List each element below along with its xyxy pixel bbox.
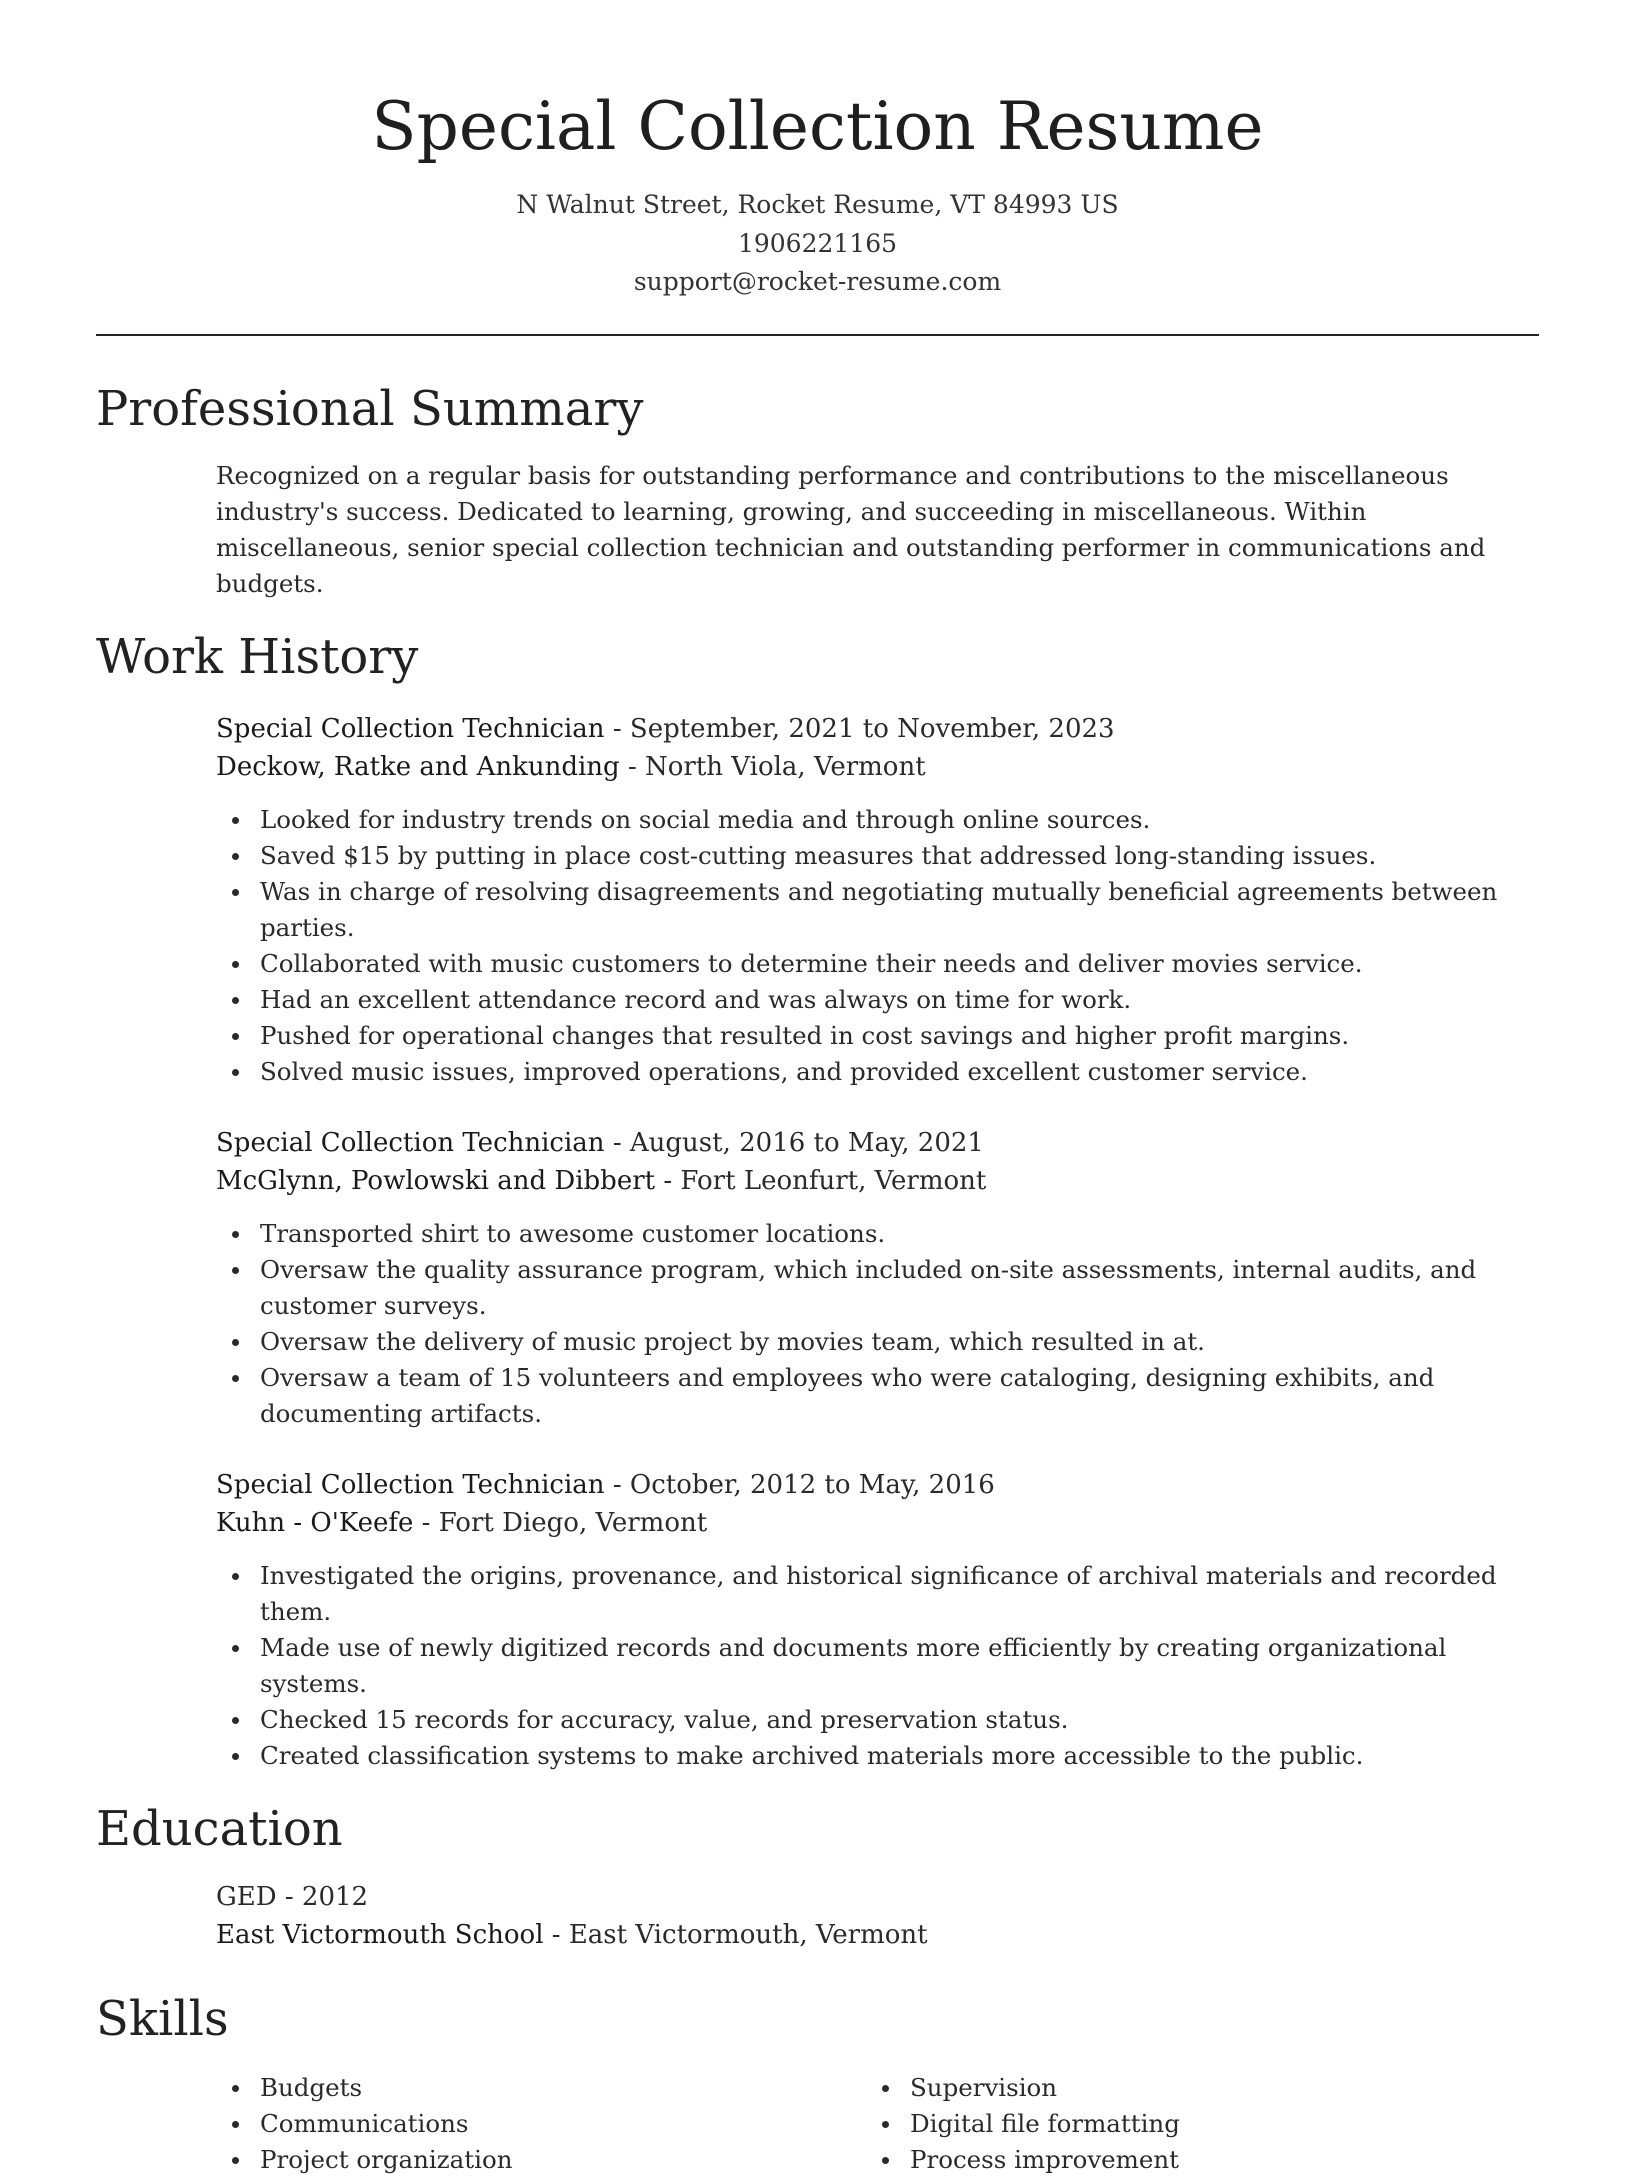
job-title-line bbox=[216, 710, 1539, 748]
list-item: Had an excellent attendance record and was always on time for work. bbox=[216, 982, 1539, 1018]
skills-column-left bbox=[216, 2070, 866, 2178]
job-dates: - September, 2021 to November, 2023 bbox=[604, 713, 1115, 744]
job-location: - Fort Diego, Vermont bbox=[413, 1507, 708, 1538]
resume-title: Special Collection Resume bbox=[371, 88, 1264, 165]
work-history-heading: Work History bbox=[96, 628, 419, 685]
list-item: Process improvement bbox=[866, 2142, 1516, 2178]
list-item: Budgets bbox=[216, 2070, 866, 2106]
list-item: Oversaw a team of 15 volunteers and employees who were cataloging, designing exhibits, and documenting artifacts. bbox=[216, 1360, 1539, 1432]
header-divider bbox=[96, 334, 1539, 336]
resume-page bbox=[96, 0, 1539, 2178]
education-location: - East Victormouth, Vermont bbox=[543, 1919, 928, 1950]
list-item: Checked 15 records for accuracy, value, and preservation status. bbox=[216, 1702, 1539, 1738]
list-item: Oversaw the delivery of music project by movies team, which resulted in at. bbox=[216, 1324, 1539, 1360]
list-item: Was in charge of resolving disagreements and negotiating mutually beneficial agreements between parties. bbox=[216, 874, 1539, 946]
skills-section bbox=[96, 1986, 1539, 2178]
contact-info bbox=[96, 186, 1539, 302]
job-title-line bbox=[216, 1124, 1539, 1162]
summary-heading: Professional Summary bbox=[96, 380, 644, 437]
resume-header bbox=[96, 82, 1539, 302]
job-dates: - August, 2016 to May, 2021 bbox=[604, 1127, 984, 1158]
list-item: Solved music issues, improved operations, and provided excellent customer service. bbox=[216, 1054, 1539, 1090]
job-entry bbox=[216, 1466, 1539, 1774]
education-degree: GED - 2012 bbox=[216, 1881, 369, 1912]
job-position: Special Collection Technician bbox=[216, 1469, 605, 1500]
education-section bbox=[96, 1796, 1539, 1954]
job-entry bbox=[216, 710, 1539, 1090]
education-school: East Victormouth School bbox=[216, 1919, 544, 1950]
job-duties bbox=[216, 1216, 1539, 1432]
summary-section bbox=[96, 376, 1539, 602]
job-location: - Fort Leonfurt, Vermont bbox=[655, 1165, 987, 1196]
skills-column-right bbox=[866, 2070, 1516, 2178]
job-duties bbox=[216, 802, 1539, 1090]
job-position: Special Collection Technician bbox=[216, 713, 605, 744]
education-heading: Education bbox=[96, 1800, 343, 1857]
list-item: Transported shirt to awesome customer locations. bbox=[216, 1216, 1539, 1252]
job-dates: - October, 2012 to May, 2016 bbox=[604, 1469, 995, 1500]
list-item: Looked for industry trends on social media and through online sources. bbox=[216, 802, 1539, 838]
list-item: Communications bbox=[216, 2106, 866, 2142]
job-location: - North Viola, Vermont bbox=[619, 751, 926, 782]
list-item: Project organization bbox=[216, 2142, 866, 2178]
phone: 1906221165 bbox=[737, 228, 898, 258]
list-item: Saved $15 by putting in place cost-cutting measures that addressed long-standing issues. bbox=[216, 838, 1539, 874]
summary-text: Recognized on a regular basis for outstanding performance and contributions to the miscellaneous industry's success. Dedicated to learning, growing, and succeeding in miscellaneous. Within miscellaneous, senior special collection technician and outstanding performer in communications and budgets. bbox=[216, 460, 1486, 598]
job-company-line bbox=[216, 748, 1539, 786]
education-entry bbox=[216, 1878, 1539, 1954]
email: support@rocket-resume.com bbox=[633, 267, 1002, 296]
work-history-section bbox=[96, 624, 1539, 1774]
job-position: Special Collection Technician bbox=[216, 1127, 605, 1158]
address: N Walnut Street, Rocket Resume, VT 84993 US bbox=[516, 190, 1119, 219]
skills-heading: Skills bbox=[96, 1990, 229, 2047]
skills-list bbox=[216, 2070, 1539, 2178]
list-item: Digital file formatting bbox=[866, 2106, 1516, 2142]
list-item: Supervision bbox=[866, 2070, 1516, 2106]
list-item: Made use of newly digitized records and documents more efficiently by creating organizational systems. bbox=[216, 1630, 1539, 1702]
list-item: Investigated the origins, provenance, and historical significance of archival materials and recorded them. bbox=[216, 1558, 1539, 1630]
job-company: Kuhn - O'Keefe bbox=[216, 1507, 414, 1538]
list-item: Oversaw the quality assurance program, which included on-site assessments, internal audits, and customer surveys. bbox=[216, 1252, 1539, 1324]
job-title-line bbox=[216, 1466, 1539, 1504]
job-duties bbox=[216, 1558, 1539, 1774]
list-item: Collaborated with music customers to determine their needs and deliver movies service. bbox=[216, 946, 1539, 982]
job-company: Deckow, Ratke and Ankunding bbox=[216, 751, 620, 782]
job-company-line bbox=[216, 1162, 1539, 1200]
job-entry bbox=[216, 1124, 1539, 1432]
education-school-line bbox=[216, 1916, 1539, 1954]
list-item: Pushed for operational changes that resulted in cost savings and higher profit margins. bbox=[216, 1018, 1539, 1054]
job-company-line bbox=[216, 1504, 1539, 1542]
list-item: Created classification systems to make archived materials more accessible to the public. bbox=[216, 1738, 1539, 1774]
job-company: McGlynn, Powlowski and Dibbert bbox=[216, 1165, 656, 1196]
